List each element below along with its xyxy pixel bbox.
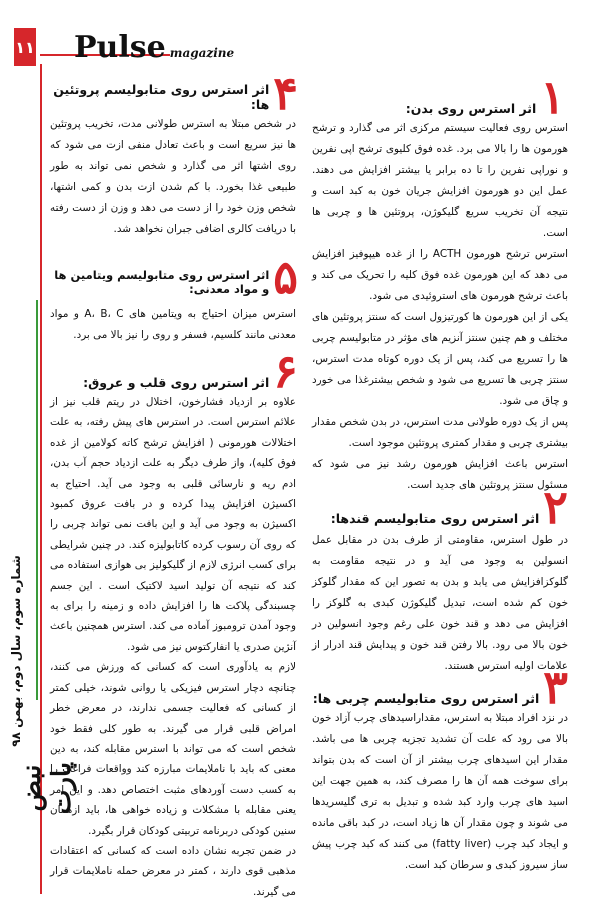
section-6-heading [50,344,298,398]
section-4-body [50,114,296,240]
section-1-body [312,118,568,496]
masthead-subtitle: magazine [169,46,235,60]
paragraph: پس از یک دوره طولانی مدت استرس، در بدن شخص مقدار بیشتری چربی و مقدار کمتری پروتئین موجود است. [312,416,568,449]
paragraph: استرس روی فعالیت سیستم مرکزی اثر می گذارد و ترشح هورمون ها را بالا می برد. غده فوق کلیوی ترشح اپی نفرین و نوراپی نفرین را تا ده برابر یا بیشتر افزایش می دهند. عمل این دو هورمون افزایش جریان خون به کبد است و نتیجه آن تخریب سریع گلیکوژن، پروتئین ها و چربی ها است. [312,122,568,239]
section-2-body [312,530,568,677]
section-6-body [50,392,296,902]
section-1-number: ۱ [540,70,565,124]
masthead [74,30,274,70]
paragraph: در طول استرس، مقاومتی از طرف بدن در مقابل عمل انسولین به وجود می آید و در نتیجه مقاومت به گلوکزافزایش می یابد و بدن به تصور این که مقدار گلوکز خون کم شده است، تبدیل گلیکوژن کبدی به گلوکز را افزایش می دهد و قند خون علی رغم وجود انسولین در خون بالا می رود. بالا رفتن قند خون و پیدایش قند ادرار از علامات اولیه استرس هستند. [312,534,568,672]
paragraph: استرس ترشح هورمون ACTH را از غده هیپوفیز افزایش می دهد که این هورمون غده فوق کلیه را تحریک می کند و باعث ترشح هورمون های استروئیدی می شود. [312,248,568,302]
section-3-number: ۳ [543,660,568,714]
paragraph: استرس باعث افزایش هورمون رشد نیز می شود که مسئول سنتز پروتئین های جدید است. [312,458,568,491]
section-4-number: ۴ [273,66,298,120]
section-5-body [50,304,296,346]
masthead-title: Pulse [74,30,166,65]
section-5-heading [50,250,298,304]
section-3-body [312,708,568,876]
paragraph: در ضمن تجربه نشان داده است که کسانی که اعتقادات مذهبی قوی دارند ، کمتر در معرض حمله ناملایمات قرار می گیرند. [50,844,296,898]
section-2-heading [312,480,568,534]
paragraph: در نزد افراد مبتلا به استرس، مقداراسیدهای چرب آزاد خون بالا می رود که علت آن تشدید تجزیه چربی ها می باشد. مقدار این اسیدهای چرب بیشتر از آن است که بدن بتواند برای سوخت همه آن ها را مصرف کند، به همین جهت این اسید های چرب وارد کبد شده و تبدیل به تری گلیسریدها می شوند و چون مقدار آن ها زیاد است، در کبد باقی مانده و ایجاد کبد چرب (fatty liver) می کنند که کبد چرب پیش ساز سیروز کبدی و سرطان کبد است. [312,712,568,871]
section-2-title: اثر استرس روی متابولیسم قندها: [330,511,540,526]
section-5-title: اثر استرس روی متابولیسم ویتامین ها و مواد معدنی: [54,268,270,296]
issue-info: شماره سوم، سال دوم، بهمن ۹۸ [9,555,23,747]
magazine-logo-vertical: نبض پارت [17,761,77,815]
section-3-title: اثر استرس روی متابولیسم چربی ها: [312,691,540,706]
section-6-title: اثر استرس روی قلب و عروق: [83,375,270,390]
section-1-title: اثر استرس روی بدن: [405,101,537,116]
page-number: ١١ [14,28,36,66]
section-4-heading [50,66,298,120]
section-4-title: اثر استرس روی متابولیسم پروتئین ها: [53,82,270,112]
section-1-heading [340,70,565,124]
paragraph: در شخص مبتلا به استرس طولانی مدت، تخریب پروتئین ها نیز سریع است و باعث تعادل منفی ازت می شود که روی اشتها اثر می گذارد و شخص نمی تواند به طور طبیعی غذا بخورد. با کم شدن ازت بدن و کمی اشتها، شخص وزن خود را از دست می دهد و وزن از دست رفته با دریافت کالری اضافی جبران نخواهد شد. [50,118,296,235]
section-3-heading [312,660,568,714]
paragraph: لازم به یادآوری است که کسانی که ورزش می کنند، چنانچه دچار استرس فیزیکی یا روانی شوند، خیلی کمتر از کسانی که فعالیت جسمی ندارند، در معرض خطر امراض قلبی قرار می گیرند. به طور کلی فقط خود شخص است که می تواند با استرس مقابله کند، به دین معنی که باید با ناملایمات مبارزه کند وواقعات فراغت را به کسب دست آوردهای مثبت اختصاص دهد. و این امر یعنی مقابله با مشکلات و زیاده خواهی ها، باید ازهمان سنین کودکی دربرنامه تربیتی کودکان قرار بگیرد. [50,661,296,837]
paragraph: یکی از این هورمون ها کورتیزول است که سنتز پروتئین های مختلف و هم چنین سنتز آنزیم های مؤثر در متابولیسم چربی ها را تسریع می کند، پس از یک دوره کوتاه مدت استرس، سنتز چربی ها تسریع می شود و شخص بیشترغذا می خورد و چاق می شود. [312,311,568,407]
section-6-number: ۶ [273,344,298,398]
section-2-number: ۲ [543,480,568,534]
paragraph: استرس میزان احتیاج به ویتامین های A، B، C و مواد معدنی مانند کلسیم، فسفر و روی را نیز بالا می برد. [50,308,296,341]
green-margin-line [36,300,38,700]
paragraph: علاوه بر ازدیاد فشارخون، اختلال در ریتم قلب نیز از علائم استرس است. در استرس های پیش رفته، به علت اختلالات هورمونی ( افزایش ترشح کاته کولامین از غده فوق کلیه)، واز طرف دیگر به علت ازدیاد حجم آب بدن، ادم ریه و نارسائی قلبی به وجود می آید. احتیاج به اکسیژن افزایش پیدا کرده و در بافت عروق کمبود اکسیژن به وجود می آید و این بافت نمی تواند چربی را که روی آن رسوب کرده کاتابولیزه کند. در چنین شرایطی برای کسب انرژی لازم از گلیکولیز بی هوازی استفاده می کند که نتیجه آن تولید اسید لاکتیک است . این جسم چسبندگی پلاکت ها را افزایش داده و زمینه را برای به وجود آمدن ترومبوز آماده می کند. استرس همچنین باعث آنژین صدری یا انفارکتوس نیز می شود. [50,396,296,653]
section-5-number: ۵ [273,250,298,304]
